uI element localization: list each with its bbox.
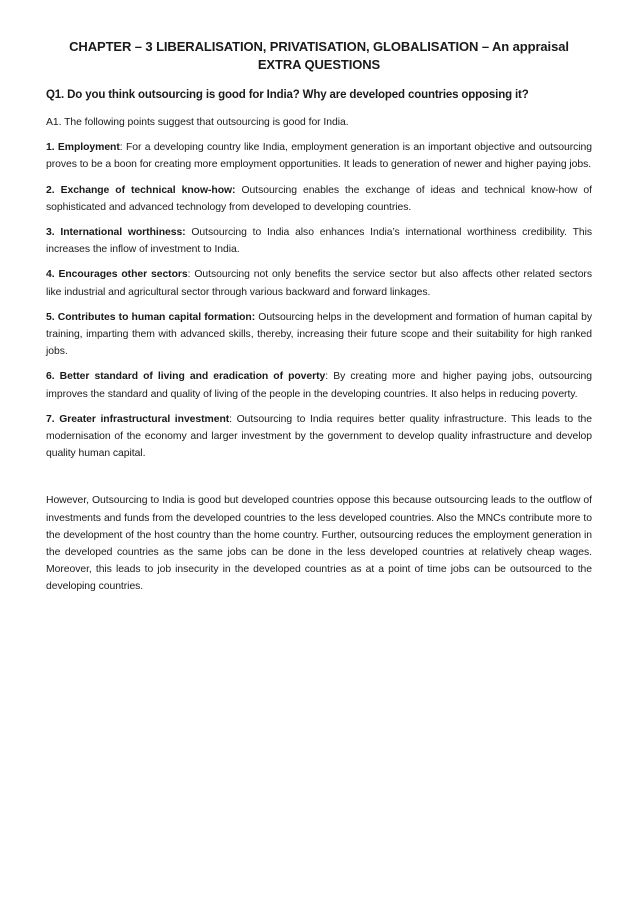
point-7 <box>46 411 592 463</box>
point-2 <box>46 182 592 216</box>
point-6 <box>46 368 592 402</box>
page-title <box>46 38 592 74</box>
point-heading: 7. Greater infrastructural investment <box>46 413 230 425</box>
point-text: Outsourcing to India also enhances India’s international worthiness credibility. This increases the inflow of investment to India. <box>46 227 593 256</box>
point-1 <box>46 139 592 173</box>
point-text: : By creating more and higher paying jobs, outsourcing improves the standard and quality of living of the people in the developing countries. It also helps in reducing poverty. <box>46 371 592 400</box>
point-4 <box>46 266 592 300</box>
point-heading: 3. International worthiness: <box>46 227 186 239</box>
point-3 <box>46 224 592 258</box>
point-heading: 5. Contributes to human capital formation: <box>46 311 256 323</box>
point-heading: 4. Encourages other sectors <box>46 269 188 281</box>
conclusion-paragraph: However, Outsourcing to India is good but developed countries oppose this because outsourcing leads to the outflow of investments and funds from the developed countries to the less developed countries. Also the MNCs contribute more to the development of the host country than the home country. Further, outsourcing reduces the employment generation in the developed countries as the same jobs can be done in the less developed countries at relatively cheap wages. Moreover, this leads to job insecurity in the developed countries as at a point of time jobs can be outsourced to the developing countries. <box>46 495 592 593</box>
point-heading: 2. Exchange of technical know-how: <box>46 184 236 196</box>
point-text: Outsourcing helps in the development and formation of human capital by training, imparting them with advanced skills, thereby, increasing their future scope and their suitability for high ranked jobs. <box>46 311 592 358</box>
point-heading: 1. Employment <box>46 142 120 154</box>
answer-intro: A1. The following points suggest that outsourcing is good for India. <box>46 117 349 128</box>
point-text: : Outsourcing to India requires better quality infrastructure. This leads to the modernisation of the economy and larger investment by the government to develop quality infrastructure and develop quality human capital. <box>46 413 592 460</box>
title-line-2: EXTRA QUESTIONS <box>257 57 381 72</box>
paragraph-spacer <box>46 470 592 492</box>
point-text: Outsourcing enables the exchange of ideas and technical know-how of sophisticated and advanced technology from developed to developing countries. <box>46 184 592 213</box>
point-5 <box>46 309 592 361</box>
title-line-1: CHAPTER – 3 LIBERALISATION, PRIVATISATION, GLOBALISATION – An appraisal <box>69 39 569 54</box>
question-heading: Q1. Do you think outsourcing is good for India? Why are developed countries opposing it? <box>46 89 529 101</box>
point-heading: 6. Better standard of living and eradication of poverty <box>46 371 326 383</box>
point-text: : For a developing country like India, employment generation is an important objective and outsourcing proves to be a boon for creating more employment opportunities. It leads to generation of newer and higher paying jobs. <box>46 142 592 171</box>
point-text: : Outsourcing not only benefits the service sector but also affects other related sectors like industrial and agricultural sector through various backward and forward linkages. <box>46 269 592 298</box>
